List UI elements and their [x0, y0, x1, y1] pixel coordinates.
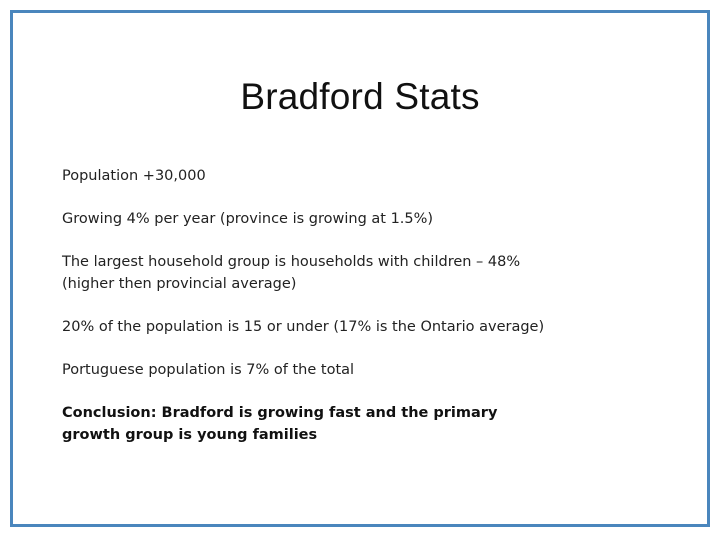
conclusion-text: Conclusion: Bradford is growing fast and the primary growth group is young families: [62, 405, 498, 443]
stat-portuguese-population: Portuguese population is 7% of the total: [62, 362, 355, 378]
slide-body: [62, 165, 682, 467]
slide-frame: [10, 10, 710, 527]
stat-youth-population: 20% of the population is 15 or under (17% is the Ontario average): [62, 319, 545, 335]
stat-growth-rate: Growing 4% per year (province is growing at 1.5%): [62, 211, 434, 227]
stat-population: Population +30,000: [62, 168, 206, 184]
stat-household-group: The largest household group is households with children – 48% (higher then provincial average): [62, 254, 521, 292]
slide-title: Bradford Stats: [240, 76, 480, 117]
